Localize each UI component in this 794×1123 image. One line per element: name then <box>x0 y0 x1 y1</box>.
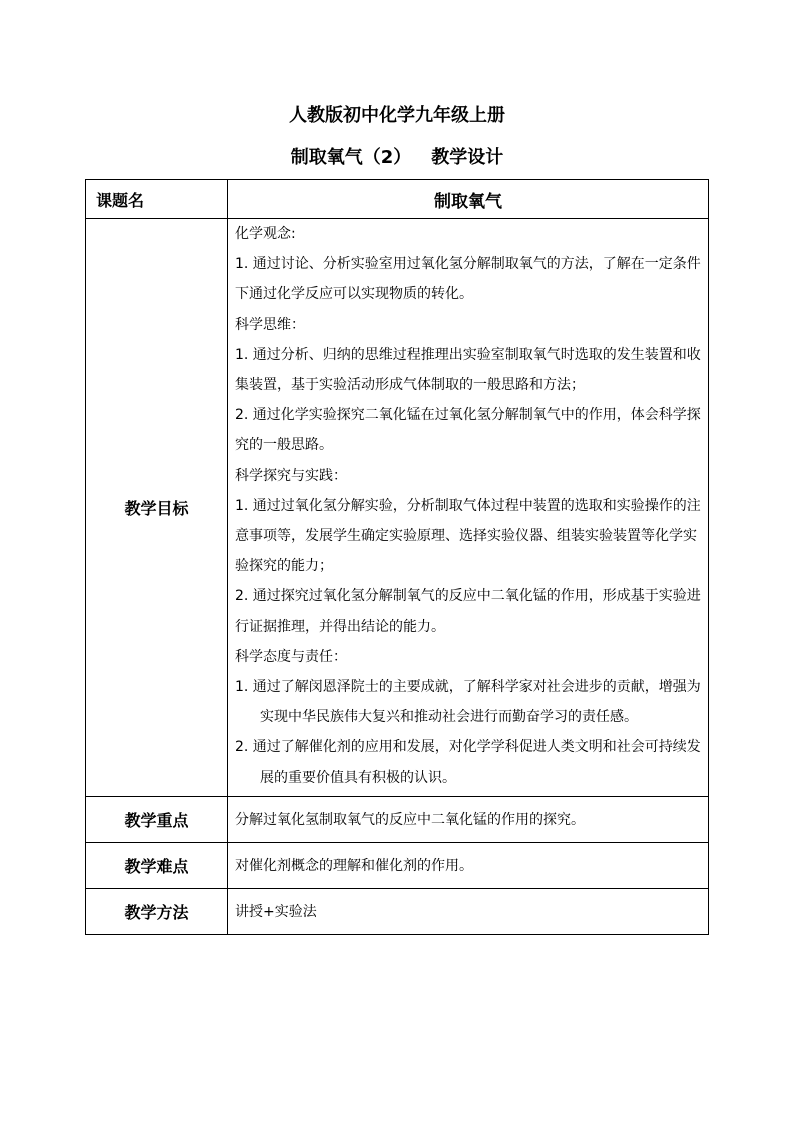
course-label: 课题名 <box>86 180 228 219</box>
subtitle-type: 教学设计 <box>431 147 504 168</box>
methods-value: 讲授+实验法 <box>228 888 709 934</box>
row-methods <box>86 888 709 934</box>
goal-line: 1. 通过过氧化氢分解实验，分析制取气体过程中装置的选取和实验操作的注意事项等，发展学生确定实验原理、选择实验仪器、组装实验装置等化学实验探究的能力； <box>235 497 701 575</box>
subtitle-topic: 制取氧气（2） <box>290 147 412 168</box>
row-course <box>86 180 709 219</box>
row-goals <box>86 219 709 797</box>
goals-content <box>228 219 709 797</box>
document-title: 人教版初中化学九年级上册 <box>289 105 505 126</box>
course-value: 制取氧气 <box>228 180 709 219</box>
goal-line: 1. 通过了解闵恩泽院士的主要成就，了解科学家对社会进步的贡献，增强为实现中华民族伟大复兴和推动社会进行而勤奋学习的责任感。 <box>235 679 701 726</box>
row-difficulties <box>86 842 709 888</box>
methods-label: 教学方法 <box>86 888 228 934</box>
goal-line: 化学观念: <box>235 226 296 242</box>
goal-line: 2. 通过探究过氧化氢分解制氧气的反应中二氧化锰的作用，形成基于实验进行证据推理，并得出结论的能力。 <box>235 588 701 635</box>
key-points-label: 教学重点 <box>86 796 228 842</box>
difficulties-value: 对催化剂概念的理解和催化剂的作用。 <box>228 842 709 888</box>
goals-label: 教学目标 <box>86 219 228 797</box>
goal-line: 1. 通过分析、归纳的思维过程推理出实验室制取氧气时选取的发生装置和收集装置，基于实验活动形成气体制取的一般思路和方法； <box>235 346 701 394</box>
goal-line: 科学探究与实践： <box>235 467 347 484</box>
goal-line: 1. 通过讨论、分析实验室用过氧化氢分解制取氧气的方法，了解在一定条件下通过化学反应可以实现物质的转化。 <box>235 256 701 303</box>
row-key-points <box>86 796 709 842</box>
goal-line: 科学态度与责任： <box>235 648 347 665</box>
lesson-design-table <box>85 179 709 935</box>
goal-line: 2. 通过化学实验探究二氧化锰在过氧化氢分解制氧气中的作用，体会科学探究的一般思路。 <box>235 407 701 454</box>
key-points-value: 分解过氧化氢制取氧气的反应中二氧化锰的作用的探究。 <box>228 796 709 842</box>
goal-line: 2. 通过了解催化剂的应用和发展，对化学学科促进人类文明和社会可持续发展的重要价值具有积极的认识。 <box>235 739 701 786</box>
document-subtitle <box>0 146 794 170</box>
goal-line: 科学思维： <box>235 316 305 333</box>
difficulties-label: 教学难点 <box>86 842 228 888</box>
